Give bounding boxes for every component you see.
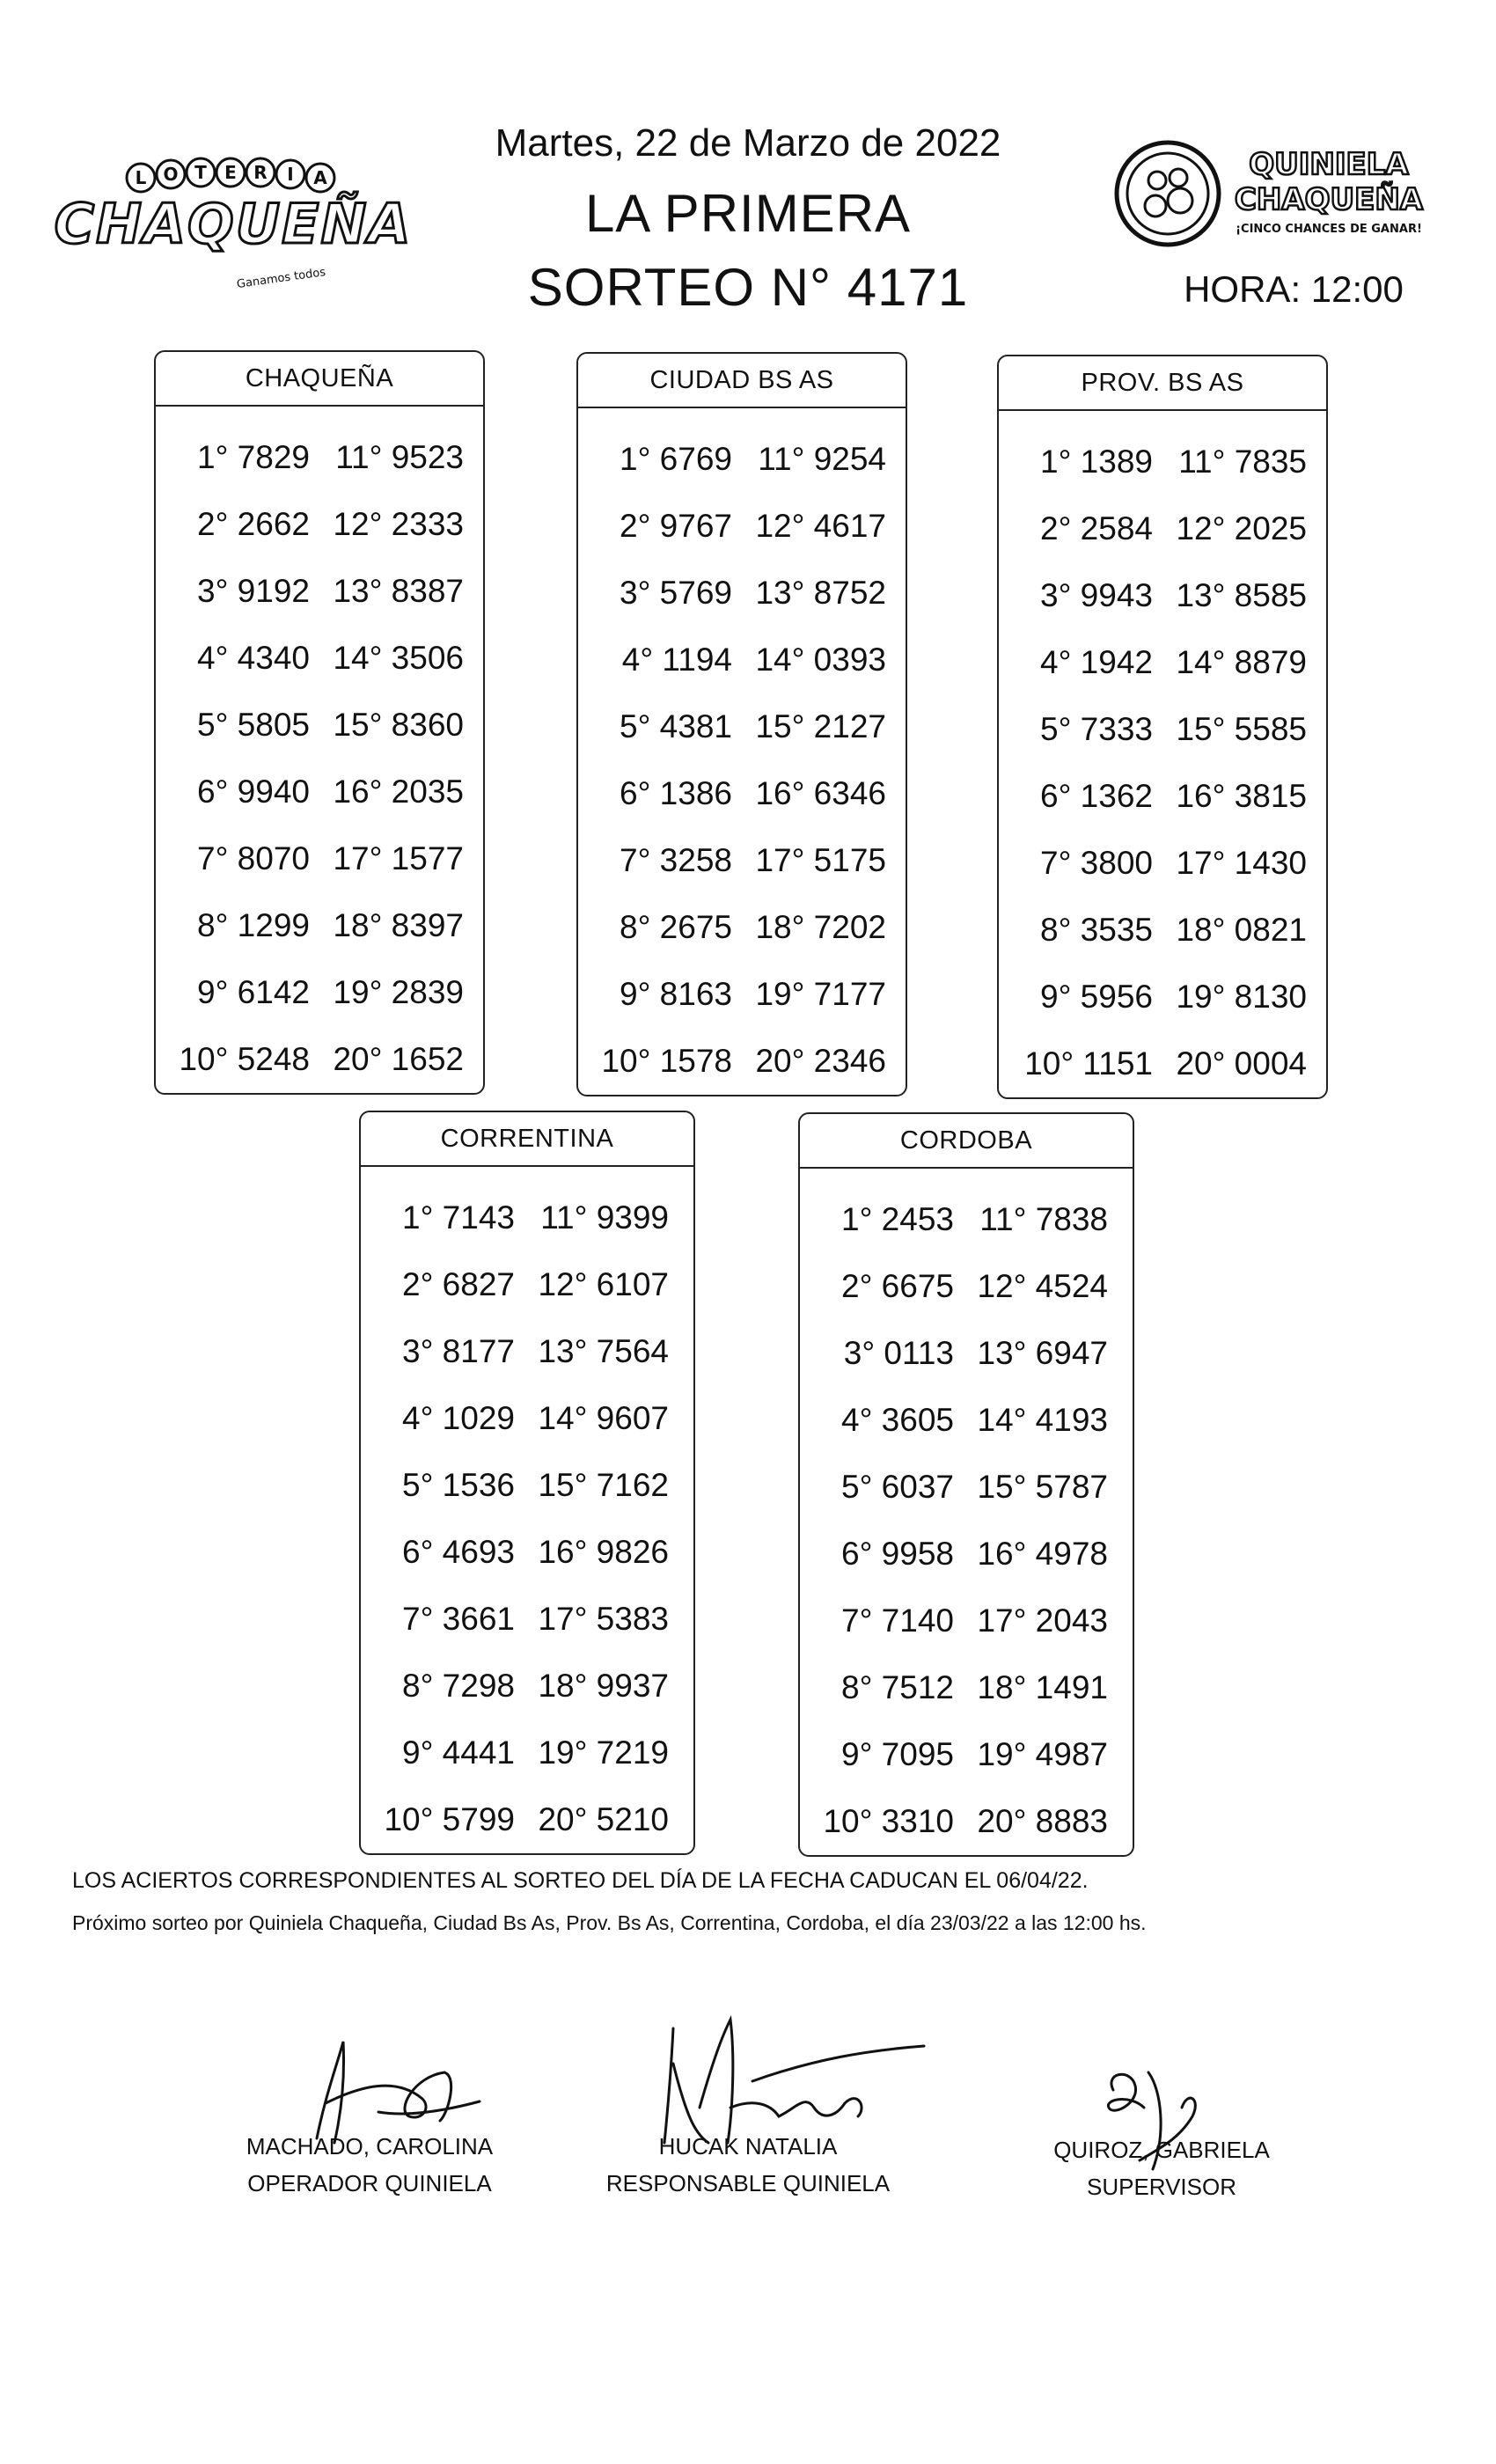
result-row <box>156 424 483 491</box>
result-row <box>361 1385 693 1452</box>
result-position-left: 2° 9767 <box>620 508 732 544</box>
next-draw-note: Próximo sorteo por Quiniela Chaqueña, Ciudad Bs As, Prov. Bs As, Correntina, Cordoba, el día 23/03/22 a las 12:00 hs. <box>72 1911 1147 1934</box>
result-position-left: 1° 7829 <box>197 439 310 475</box>
draw-date: Martes, 22 de Marzo de 2022 <box>495 121 1001 165</box>
result-position-right: 11° 9399 <box>540 1199 669 1236</box>
result-position-left: 9° 7095 <box>841 1736 954 1772</box>
result-row <box>578 693 906 760</box>
result-position-right: 20° 0004 <box>1176 1045 1307 1082</box>
result-row <box>800 1186 1133 1253</box>
result-row <box>578 1028 906 1095</box>
signatory-name: MACHADO, CAROLINA <box>246 2133 494 2160</box>
result-position-left: 4° 1029 <box>402 1400 515 1436</box>
result-row <box>800 1788 1133 1855</box>
box-title: CIUDAD BS AS <box>578 354 906 408</box>
result-position-left: 6° 9940 <box>197 774 310 810</box>
result-position-right: 13° 8752 <box>755 575 886 611</box>
results-list <box>800 1186 1133 1855</box>
result-position-right: 20° 2346 <box>755 1043 886 1079</box>
result-position-right: 20° 5210 <box>538 1801 669 1837</box>
result-row <box>156 759 483 825</box>
result-position-left: 5° 4381 <box>620 708 732 744</box>
result-position-left: 1° 7143 <box>402 1199 515 1236</box>
svg-text:¡CINCO CHANCES DE GANAR!: ¡CINCO CHANCES DE GANAR! <box>1236 223 1422 236</box>
result-position-left: 2° 2584 <box>1040 510 1153 546</box>
draw-time: HORA: 12:00 <box>1184 268 1404 310</box>
results-box-cordoba <box>798 1112 1134 1857</box>
result-position-right: 11° 7835 <box>1178 444 1307 480</box>
result-position-right: 14° 0393 <box>755 642 886 678</box>
result-position-right: 15° 7162 <box>538 1467 669 1503</box>
result-position-left: 6° 4693 <box>402 1534 515 1570</box>
result-position-left: 2° 2662 <box>197 506 310 542</box>
result-position-left: 9° 5956 <box>1040 979 1153 1015</box>
result-position-left: 6° 9958 <box>841 1536 954 1572</box>
result-position-left: 3° 5769 <box>620 575 732 611</box>
result-position-left: 4° 1942 <box>1040 644 1153 680</box>
result-position-left: 5° 7333 <box>1040 711 1153 747</box>
result-position-left: 5° 1536 <box>402 1467 515 1503</box>
quiniela-chaquena-logo <box>1113 132 1430 264</box>
result-position-left: 2° 6675 <box>841 1268 954 1304</box>
result-row <box>361 1452 693 1519</box>
result-position-left: 10° 1578 <box>601 1043 732 1079</box>
result-position-right: 17° 5175 <box>755 842 886 878</box>
result-row <box>800 1253 1133 1320</box>
result-row <box>999 562 1326 629</box>
result-position-left: 8° 1299 <box>197 907 310 943</box>
result-position-right: 16° 6346 <box>755 775 886 811</box>
result-position-left: 1° 6769 <box>620 441 732 477</box>
result-position-right: 19° 2839 <box>333 974 464 1010</box>
signatory-role: RESPONSABLE QUINIELA <box>605 2170 891 2196</box>
box-title: CORDOBA <box>800 1114 1133 1169</box>
result-row <box>999 830 1326 897</box>
result-position-right: 16° 2035 <box>333 774 464 810</box>
result-row <box>578 961 906 1028</box>
result-position-left: 10° 1151 <box>1024 1045 1153 1082</box>
result-position-left: 7° 8070 <box>197 840 310 876</box>
result-row <box>361 1519 693 1586</box>
svg-text:E: E <box>224 162 237 183</box>
result-position-right: 14° 4193 <box>977 1402 1108 1438</box>
result-position-left: 7° 3258 <box>620 842 732 878</box>
result-row <box>156 692 483 759</box>
expiry-note: LOS ACIERTOS CORRESPONDIENTES AL SORTEO DEL DÍA DE LA FECHA CADUCAN EL 06/04/22. <box>72 1868 1089 1893</box>
result-position-right: 12° 4617 <box>755 508 886 544</box>
loteria-chaquena-logo <box>54 150 413 299</box>
result-position-right: 16° 4978 <box>977 1536 1108 1572</box>
results-box-ciudad-bs-as <box>576 352 907 1096</box>
result-position-left: 8° 7298 <box>402 1668 515 1704</box>
result-position-right: 12° 6107 <box>538 1266 669 1302</box>
svg-text:QUINIELA: QUINIELA <box>1249 147 1409 182</box>
result-position-right: 13° 8585 <box>1176 577 1307 613</box>
result-row <box>156 491 483 558</box>
result-position-left: 2° 6827 <box>402 1266 515 1302</box>
result-row <box>999 429 1326 495</box>
result-position-right: 15° 5585 <box>1176 711 1307 747</box>
result-position-left: 4° 1194 <box>621 642 732 678</box>
result-position-left: 10° 3310 <box>823 1803 954 1839</box>
signatory-name: QUIROZ, GABRIELA <box>1053 2137 1270 2163</box>
result-position-right: 12° 4524 <box>977 1268 1108 1304</box>
result-position-left: 9° 8163 <box>620 976 732 1012</box>
result-position-left: 3° 9943 <box>1040 577 1153 613</box>
result-position-right: 18° 9937 <box>538 1668 669 1704</box>
signatory-role: SUPERVISOR <box>1086 2174 1236 2200</box>
result-row <box>156 558 483 625</box>
result-position-right: 11° 9254 <box>758 441 886 477</box>
result-row <box>999 964 1326 1030</box>
result-position-right: 19° 8130 <box>1176 979 1307 1015</box>
result-position-left: 8° 2675 <box>620 909 732 945</box>
result-position-right: 19° 4987 <box>977 1736 1108 1772</box>
results-list <box>999 429 1326 1097</box>
result-position-right: 13° 8387 <box>333 573 464 609</box>
result-position-right: 11° 9523 <box>335 439 464 475</box>
result-position-left: 9° 4441 <box>402 1734 515 1771</box>
result-position-left: 6° 1386 <box>620 775 732 811</box>
result-position-right: 14° 9607 <box>538 1400 669 1436</box>
signature-hucak <box>647 2011 928 2152</box>
result-row <box>156 959 483 1026</box>
result-row <box>800 1654 1133 1721</box>
result-row <box>156 825 483 892</box>
result-position-right: 17° 1577 <box>333 840 464 876</box>
svg-text:R: R <box>253 162 268 183</box>
box-title: CHAQUEÑA <box>156 352 483 407</box>
result-row <box>578 627 906 693</box>
result-row <box>578 827 906 894</box>
result-row <box>361 1720 693 1786</box>
svg-text:CHAQUEÑA: CHAQUEÑA <box>54 192 413 256</box>
result-position-right: 12° 2025 <box>1176 510 1307 546</box>
svg-text:Ganamos todos: Ganamos todos <box>236 266 326 292</box>
box-title: PROV. BS AS <box>999 356 1326 411</box>
svg-text:L: L <box>135 167 147 188</box>
result-position-right: 16° 9826 <box>538 1534 669 1570</box>
result-row <box>999 629 1326 696</box>
result-row <box>800 1588 1133 1654</box>
result-row <box>800 1721 1133 1788</box>
result-position-left: 5° 5805 <box>197 707 310 743</box>
result-position-left: 7° 3661 <box>402 1601 515 1637</box>
result-position-right: 14° 8879 <box>1176 644 1307 680</box>
result-position-right: 20° 8883 <box>977 1803 1108 1839</box>
result-position-right: 19° 7177 <box>755 976 886 1012</box>
result-position-left: 1° 1389 <box>1040 444 1153 480</box>
result-row <box>156 892 483 959</box>
svg-text:A: A <box>313 167 327 188</box>
result-row <box>361 1318 693 1385</box>
result-position-right: 20° 1652 <box>333 1041 464 1077</box>
results-box-correntina <box>359 1111 695 1855</box>
result-position-right: 13° 7564 <box>538 1333 669 1369</box>
results-box-prov-bs-as <box>997 355 1328 1099</box>
result-row <box>361 1653 693 1720</box>
result-position-left: 10° 5799 <box>384 1801 515 1837</box>
results-list <box>361 1184 693 1853</box>
result-position-right: 13° 6947 <box>977 1335 1108 1371</box>
results-list <box>156 424 483 1093</box>
svg-text:I: I <box>287 164 294 185</box>
result-position-left: 8° 3535 <box>1040 912 1153 948</box>
result-position-left: 3° 8177 <box>402 1333 515 1369</box>
result-row <box>156 1026 483 1093</box>
result-position-right: 17° 5383 <box>538 1601 669 1637</box>
result-row <box>800 1454 1133 1521</box>
result-position-right: 16° 3815 <box>1176 778 1307 814</box>
results-list <box>578 426 906 1095</box>
result-row <box>578 560 906 627</box>
result-position-left: 6° 1362 <box>1040 778 1153 814</box>
draw-name: LA PRIMERA <box>584 184 912 243</box>
signatory-role: OPERADOR QUINIELA <box>247 2170 492 2196</box>
signatory-name: HUCAK NATALIA <box>658 2133 838 2160</box>
box-title: CORRENTINA <box>361 1112 693 1167</box>
result-position-right: 18° 7202 <box>755 909 886 945</box>
result-position-right: 19° 7219 <box>538 1734 669 1771</box>
result-position-right: 18° 8397 <box>333 907 464 943</box>
result-position-left: 7° 3800 <box>1040 845 1153 881</box>
result-row <box>361 1251 693 1318</box>
result-position-right: 17° 2043 <box>977 1602 1108 1639</box>
result-position-left: 4° 4340 <box>197 640 310 676</box>
result-position-left: 4° 3605 <box>841 1402 954 1438</box>
result-row <box>999 897 1326 964</box>
result-position-right: 11° 7838 <box>979 1201 1108 1237</box>
svg-text:T: T <box>194 162 207 183</box>
result-position-left: 3° 0113 <box>843 1335 954 1371</box>
result-position-right: 14° 3506 <box>333 640 464 676</box>
result-row <box>578 493 906 560</box>
result-row <box>156 625 483 692</box>
result-row <box>999 696 1326 763</box>
result-row <box>361 1184 693 1251</box>
result-position-left: 7° 7140 <box>841 1602 954 1639</box>
result-row <box>999 1030 1326 1097</box>
result-row <box>999 495 1326 562</box>
result-row <box>999 763 1326 830</box>
result-position-left: 1° 2453 <box>841 1201 954 1237</box>
result-position-right: 17° 1430 <box>1176 845 1307 881</box>
result-position-left: 3° 9192 <box>197 573 310 609</box>
result-position-right: 18° 1491 <box>977 1669 1108 1705</box>
svg-text:CHAQUEÑA: CHAQUEÑA <box>1234 182 1424 217</box>
result-row <box>361 1786 693 1853</box>
result-position-left: 9° 6142 <box>197 974 310 1010</box>
result-position-right: 18° 0821 <box>1176 912 1307 948</box>
results-box-chaquena <box>154 350 485 1095</box>
result-row <box>578 426 906 493</box>
result-position-right: 12° 2333 <box>333 506 464 542</box>
result-row <box>800 1521 1133 1588</box>
result-row <box>578 760 906 827</box>
result-position-right: 15° 5787 <box>977 1469 1108 1505</box>
result-position-left: 5° 6037 <box>841 1469 954 1505</box>
draw-number: SORTEO N° 4171 <box>527 258 969 317</box>
result-position-left: 10° 5248 <box>179 1041 310 1077</box>
svg-text:O: O <box>163 164 179 185</box>
result-position-right: 15° 2127 <box>755 708 886 744</box>
result-row <box>361 1586 693 1653</box>
result-position-left: 8° 7512 <box>841 1669 954 1705</box>
result-row <box>800 1387 1133 1454</box>
result-row <box>578 894 906 961</box>
result-position-right: 15° 8360 <box>333 707 464 743</box>
result-row <box>800 1320 1133 1387</box>
